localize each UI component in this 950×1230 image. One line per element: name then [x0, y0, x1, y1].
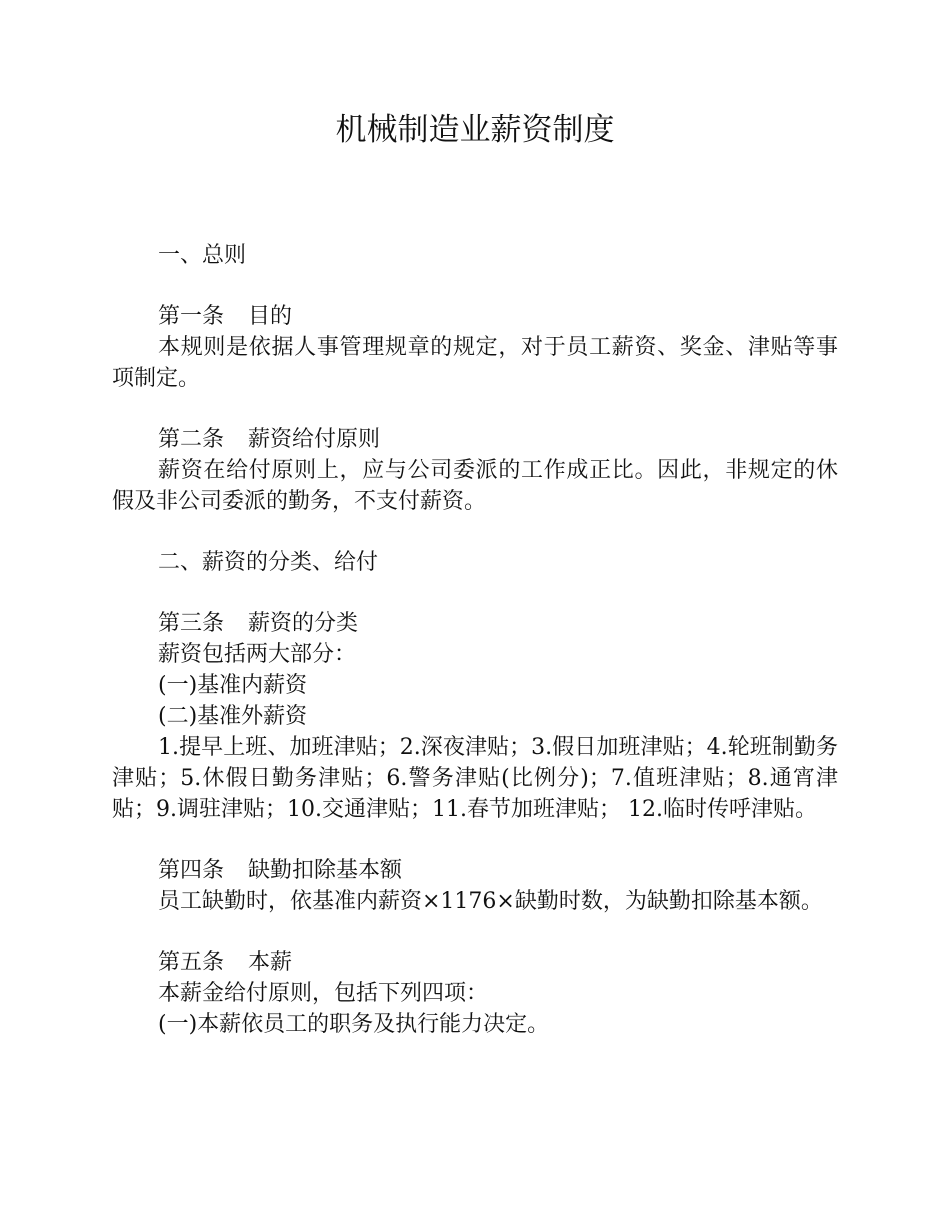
article-3-allowance-list: 1.提早上班、加班津贴；2.深夜津贴；3.假日加班津贴；4.轮班制勤务津贴；5.休假日勤务津贴；6.警务津贴(比例分)；7.值班津贴；8.通宵津贴；9.调驻津贴；10.交通津贴；11.春节加班津贴； 12.临时传呼津贴。 [112, 735, 838, 822]
document-title: 机械制造业薪资制度 [335, 112, 615, 148]
article-5-title: 本薪 [248, 950, 293, 975]
article-5-item-1: (一)本薪依员工的职务及执行能力决定。 [158, 1012, 550, 1037]
article-3-item-2: (二)基准外薪资 [158, 704, 308, 729]
article-2-title: 薪资给付原则 [248, 427, 381, 452]
article-1-number: 第一条 [158, 304, 225, 329]
spacer [112, 271, 838, 301]
article-3-title: 薪资的分类 [248, 611, 359, 636]
article-4-number: 第四条 [158, 858, 225, 883]
spacer [112, 825, 838, 855]
article-3-number: 第三条 [158, 611, 225, 636]
spacer [112, 394, 838, 424]
article-1-title: 目的 [248, 304, 293, 329]
article-2-text: 薪资在给付原则上，应与公司委派的工作成正比。因此，非规定的休假及非公司委派的勤务，不支付薪资。 [112, 458, 838, 514]
article-3-item-1: (一)基准内薪资 [158, 673, 308, 698]
section-heading-general: 一、总则 [158, 243, 247, 268]
article-4-text: 员工缺勤时，依基准内薪资×1176×缺勤时数，为缺勤扣除基本额。 [158, 889, 823, 914]
article-1-heading [112, 301, 838, 332]
article-2-heading [112, 424, 838, 455]
section-heading-classification: 二、薪资的分类、给付 [158, 550, 379, 575]
spacer [112, 917, 838, 947]
spacer [112, 578, 838, 608]
article-3-intro: 薪资包括两大部分： [158, 642, 357, 667]
spacer [112, 517, 838, 547]
article-3-heading [112, 608, 838, 639]
article-1-text: 本规则是依据人事管理规章的规定，对于员工薪资、奖金、津贴等事项制定。 [112, 335, 838, 391]
article-5-heading [112, 947, 838, 978]
article-5-intro: 本薪金给付原则，包括下列四项： [158, 981, 489, 1006]
article-4-title: 缺勤扣除基本额 [248, 858, 403, 883]
article-5-number: 第五条 [158, 950, 225, 975]
document-body [112, 240, 838, 1040]
article-2-number: 第二条 [158, 427, 225, 452]
article-4-heading [112, 855, 838, 886]
